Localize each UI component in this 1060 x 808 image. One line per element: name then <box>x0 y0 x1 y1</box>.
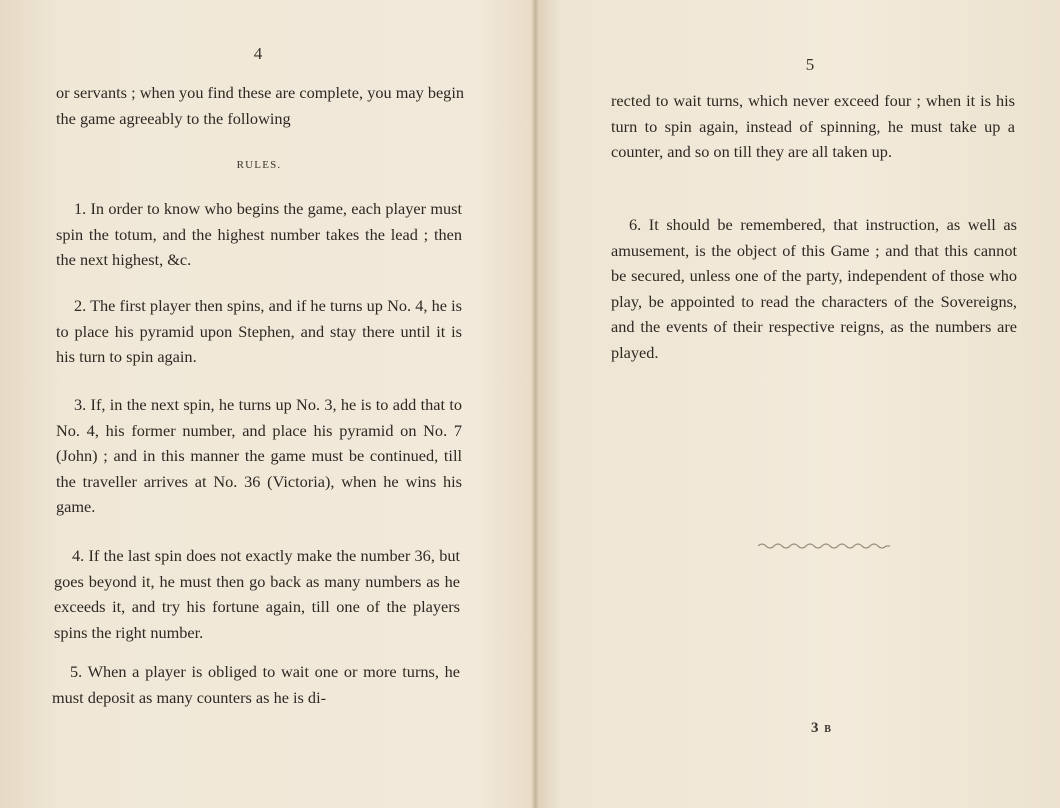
page-number-right: 5 <box>805 55 815 74</box>
signature-letter: B <box>824 724 832 735</box>
right-page <box>539 0 1060 808</box>
signature-number: 3 <box>811 720 820 736</box>
intro-text: or servants ; when you find these are complete, you may begin the game agreeably to the following <box>56 83 464 128</box>
rule-1-text: 1. In order to know who begins the game, each player must spin the totum, and the highest number takes the lead ; then the next highest, &c. <box>56 199 462 270</box>
rule-2-text: 2. The first player then spins, and if he turns up No. 4, he is to place his pyramid upon Stephen, and stay there until it is his turn to spin again. <box>56 296 462 367</box>
rule-5-continuation-text: rected to wait turns, which never exceed four ; when it is his turn to spin again, instead of spinning, he must take up a counter, and so on till they are all taken up. <box>611 91 1015 162</box>
rule-6 <box>611 212 1017 366</box>
rule-3 <box>56 392 462 520</box>
book-gutter <box>531 0 539 808</box>
rule-1 <box>56 196 462 273</box>
signature-mark <box>811 720 831 737</box>
rule-6-text: 6. It should be remembered, that instruction, as well as amusement, is the object of this Game ; and that this cannot be secured, unless one of the party, independent of those who play, be appointed to read the characters of the Sovereigns, and the events of their respective reigns, as the numbers are played. <box>611 215 1017 362</box>
page-number-left: 4 <box>253 44 263 63</box>
rule-4 <box>54 543 460 645</box>
rule-5 <box>52 659 460 710</box>
rule-3-text: 3. If, in the next spin, he turns up No. 3, he is to add that to No. 4, his former number, and place his pyramid on No. 7 (John) ; and in this manner the game must be continued, till the traveller arrives at No. 36 (Victoria), when he wins his game. <box>56 395 462 517</box>
rule-5-text: 5. When a player is obliged to wait one or more turns, he must deposit as many counters as he is di- <box>52 662 460 707</box>
rules-heading: RULES. <box>236 159 282 171</box>
intro-paragraph <box>56 80 464 131</box>
rule-4-text: 4. If the last spin does not exactly make the number 36, but goes beyond it, he must then go back as many numbers as he exceeds it, and try his fortune again, till one of the players spins the right number. <box>54 546 460 642</box>
rule-2 <box>56 293 462 370</box>
rule-5-continuation <box>611 88 1015 165</box>
wavy-rule-ornament <box>758 540 890 552</box>
